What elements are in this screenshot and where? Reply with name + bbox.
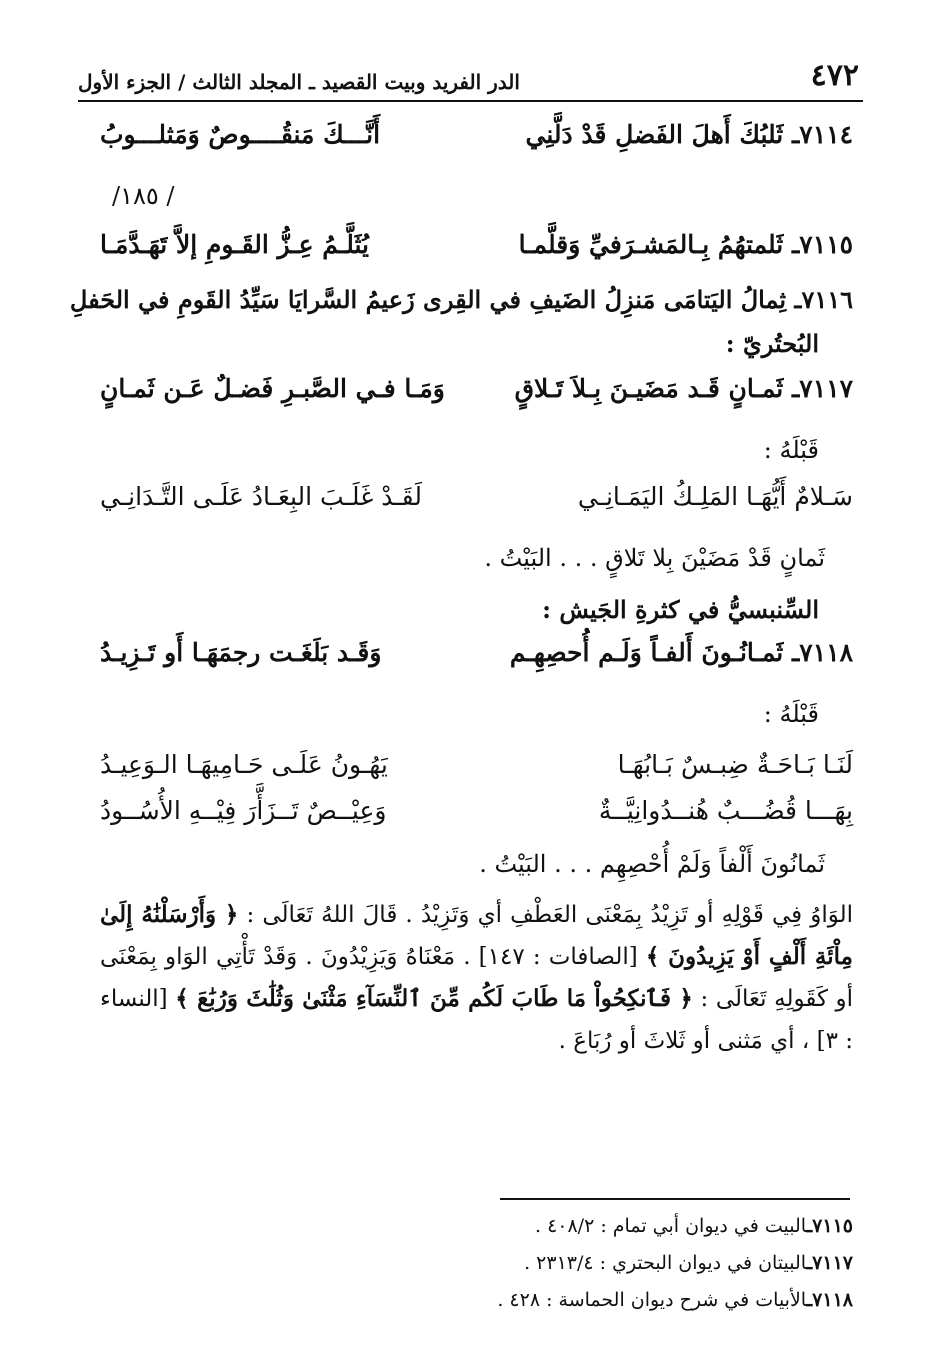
- hemistich-left: لَقَـدْ غَلَـبَ البِعَـادُ عَلَـى التَّـدَانِـي: [100, 482, 422, 511]
- hemistich-right: ٧١١٤ـ ثَلبُكَ أَهلَ الفَضلِ قَدْ دَلَّنِي: [525, 120, 853, 149]
- hemistich-right: ٧١١٧ـ ثَمـانٍ قَـد مَضَيـنَ بِـلاَ تَـلاقٍ: [514, 374, 853, 403]
- footnote-text: الأبيات في شرح ديوان الحماسة : ٤٢٨ .: [497, 1289, 807, 1311]
- verse-reference-line: ثَمانٍ قَدْ مَضَيْنَ بِلا تَلاقٍ . . . البَيْتُ .: [484, 544, 825, 572]
- hemistich-left: يَهُـونُ عَلَـى حَـامِيهَـا الـوَعِيـدُ: [100, 750, 388, 779]
- running-title: الدر الفريد وبيت القصيد ـ المجلد الثالث / الجزء الأول: [78, 70, 520, 94]
- footnote-number: ٧١١٨ـ: [806, 1289, 853, 1311]
- verse-reference-line: ثَمانُونَ أَلْفاً وَلَمْ أُحْصِهِم . . . البَيْتُ .: [479, 850, 825, 878]
- header-rule: [78, 100, 863, 102]
- hemistich-right: ٧١١٥ـ ثَلمتهُمُ بِـالمَشـرَفيِّ وَقلَّمـا: [518, 230, 853, 259]
- quran-quote: ﴿ وَأَرْسَلْنَٰهُ إِلَىٰ مِاْئَةِ أَلْفٍ أَوْ يَزِيدُونَ ﴾: [100, 901, 853, 970]
- commentary-text: [الصافات : ١٤٧] . مَعْنَاهُ وَيَزِيْدُونَ . وَقَدْ تَأْتِي الوَاو بِمَعْنَى أو كَقَولِهِ تَعَالَى :: [100, 944, 854, 1012]
- hemistich-right: لَنَـا بَـاحَـةٌ ضِبـسٌ بَـابُهَـا: [617, 750, 853, 779]
- footnotes: [497, 1208, 853, 1319]
- hemistich-left: أَنَّـــكَ مَنقُــــوصٌ وَمَثلـــوبُ: [100, 120, 381, 149]
- preceding-verse: [100, 482, 853, 536]
- source-ref: / ١٨٥/: [112, 182, 175, 210]
- verse-7115: [100, 230, 853, 284]
- verse-7114: [100, 120, 853, 174]
- preceding-verse: [100, 796, 853, 842]
- footnote-rule: [500, 1198, 850, 1200]
- hemistich-right: ٧١١٨ـ ثَمـانُـونَ أَلفـاً وَلَـم أُحصِهِـم: [509, 638, 853, 667]
- verse-7116: ٧١١٦ـ ثِمالُ اليَتامَى مَنزِلُ الضَيفِ في القِرى زَعيمُ السَّرايَا سَيِّدُ القَومِ في الحَفلِ: [69, 285, 853, 314]
- hemistich-right: سَـلامٌ أَيُّهَـا المَلِـكُ اليَمَـانِـي: [577, 482, 853, 511]
- hemistich-left: وَقَـد بَلَغَـت رجمَهَـا أَو تَـزِيـدُ: [100, 638, 382, 667]
- footnote-text: البيتان في ديوان البحتري : ٢٣١٣/٤ .: [524, 1252, 807, 1274]
- footnote-number: ٧١١٧ـ: [806, 1252, 853, 1274]
- footnote: [497, 1282, 853, 1319]
- page-number: ٤٧٢: [810, 58, 859, 93]
- hemistich-right: بِهَـــا قُضُـــبٌ هُنــدُوانِيَّــةٌ: [598, 796, 853, 825]
- footnote-text: البيت في ديوان أبي تمام : ٤٠٨/٢ .: [534, 1215, 807, 1237]
- commentary-text: [النساء : ٣] ، أي مَثنى أو ثَلاثَ أو رُبَاعَ .: [100, 986, 853, 1054]
- hemistich-left: يُثَلَّـمُ عِـزُّ القَـومِ إلاَّ تَهَـدَّمَـا: [100, 230, 369, 259]
- commentary-text: الوَاوُ فِي قَوْلِهِ أو تَزِيْدُ بِمَعْنَى العَطْفِ أي وَتَزِيْدُ . قَالَ اللهُ تَعَالَى :: [246, 902, 854, 928]
- page-body: [69, 120, 854, 1062]
- preceding-verse: [100, 750, 853, 796]
- poet-name-sinbisi: السِّنبسيُّ في كثرةِ الجَيش :: [542, 595, 819, 624]
- quran-quote: ﴿ فَٱنكِحُواْ مَا طَابَ لَكُم مِّنَ ٱلنِّسَآءِ مَثْنَىٰ وَثُلَٰثَ وَرُبَٰعَ ﴾: [175, 985, 693, 1012]
- page-header: [78, 48, 863, 98]
- verse-7117: [100, 374, 853, 428]
- hemistich-left: وَعِيْــصٌ تَــزَأَّرَ فِيْــهِ الأُسُــودُ: [100, 796, 387, 825]
- intro-qablahu: قَبْلَهُ :: [763, 700, 819, 728]
- hemistich-left: وَمَـا فـي الصَّبـرِ فَضـلٌ عَـن ثَمـانٍ: [100, 374, 445, 403]
- poet-name-buhturi: البُحتُريّ :: [725, 329, 819, 358]
- footnote: [497, 1208, 853, 1245]
- footnote: [497, 1245, 853, 1282]
- footnote-number: ٧١١٥ـ: [806, 1215, 853, 1237]
- commentary-paragraph: [100, 894, 853, 1062]
- verse-7118: [100, 638, 853, 692]
- intro-qablahu: قَبْلَهُ :: [763, 436, 819, 464]
